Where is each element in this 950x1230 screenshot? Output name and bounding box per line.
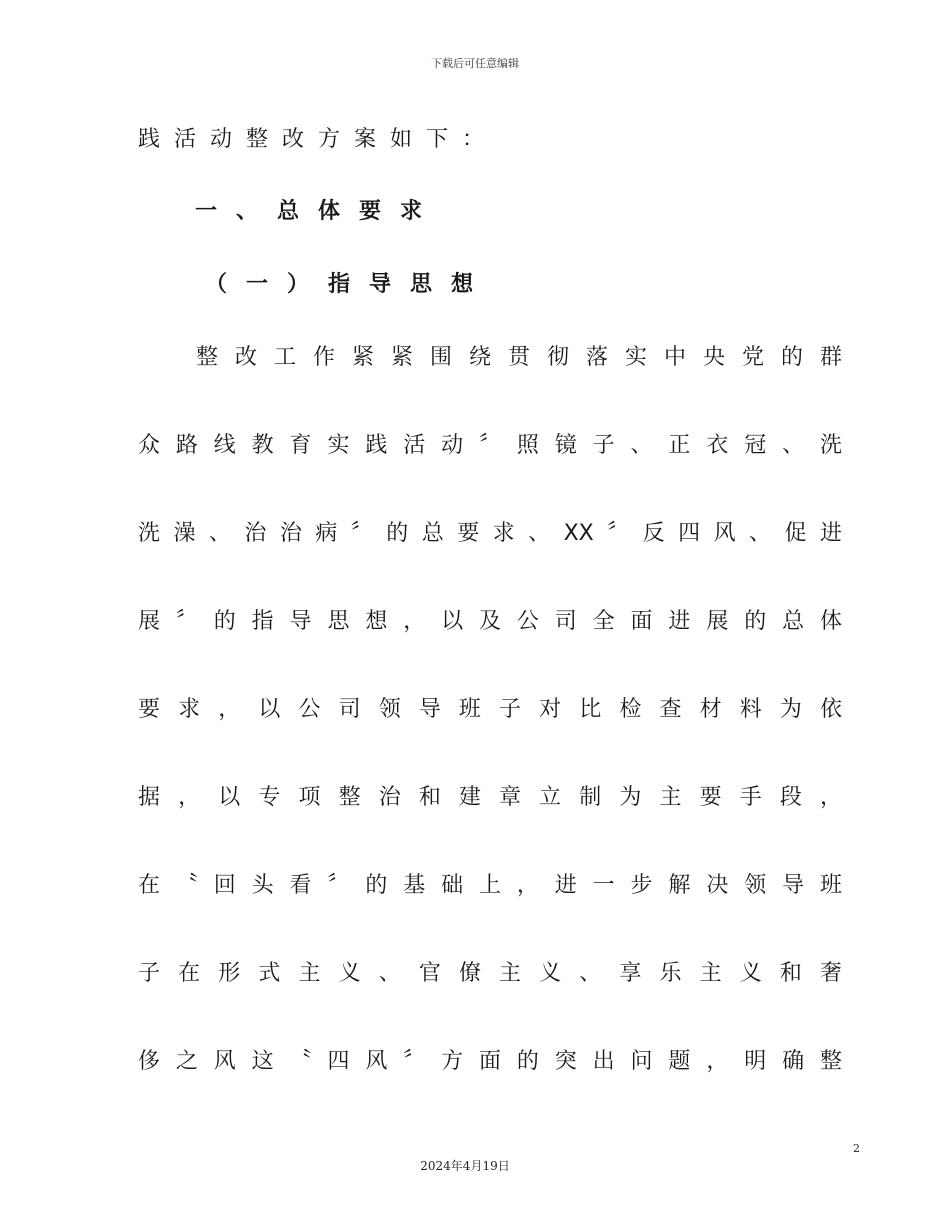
- subsection-heading: （一）指导思想: [205, 272, 493, 297]
- footer-date: 2024年4月19日: [420, 1159, 510, 1173]
- paragraph-line: 展〞的指导思想，以及公司全面进展的总体: [138, 609, 842, 634]
- paragraph-line: 整改工作紧紧围绕贯彻落实中央党的群: [196, 345, 842, 370]
- paragraph-line: 子在形式主义、官僚主义、享乐主义和奢: [138, 961, 842, 986]
- paragraph-line: 洗澡、治治病〞的总要求、XX〞反四风、促进: [138, 521, 842, 546]
- section-heading: 一、总体要求: [195, 199, 442, 224]
- paragraph-line: 要求，以公司领导班子对比检查材料为依: [138, 697, 842, 722]
- page-number: 2: [853, 1142, 860, 1155]
- paragraph-line: 在〝回头看〞的基础上，进一步解决领导班: [138, 873, 842, 898]
- paragraph-line: 众路线教育实践活动〞照镜子、正衣冠、洗: [138, 433, 842, 458]
- paragraph-line: 侈之风这〝四风〞方面的突出问题，明确整: [138, 1049, 842, 1074]
- page-header: 下载后可任意编辑: [431, 57, 519, 70]
- paragraph-line: 据，以专项整治和建章立制为主要手段，: [138, 785, 842, 810]
- body-text-line: 践活动整改方案如下：: [138, 127, 499, 152]
